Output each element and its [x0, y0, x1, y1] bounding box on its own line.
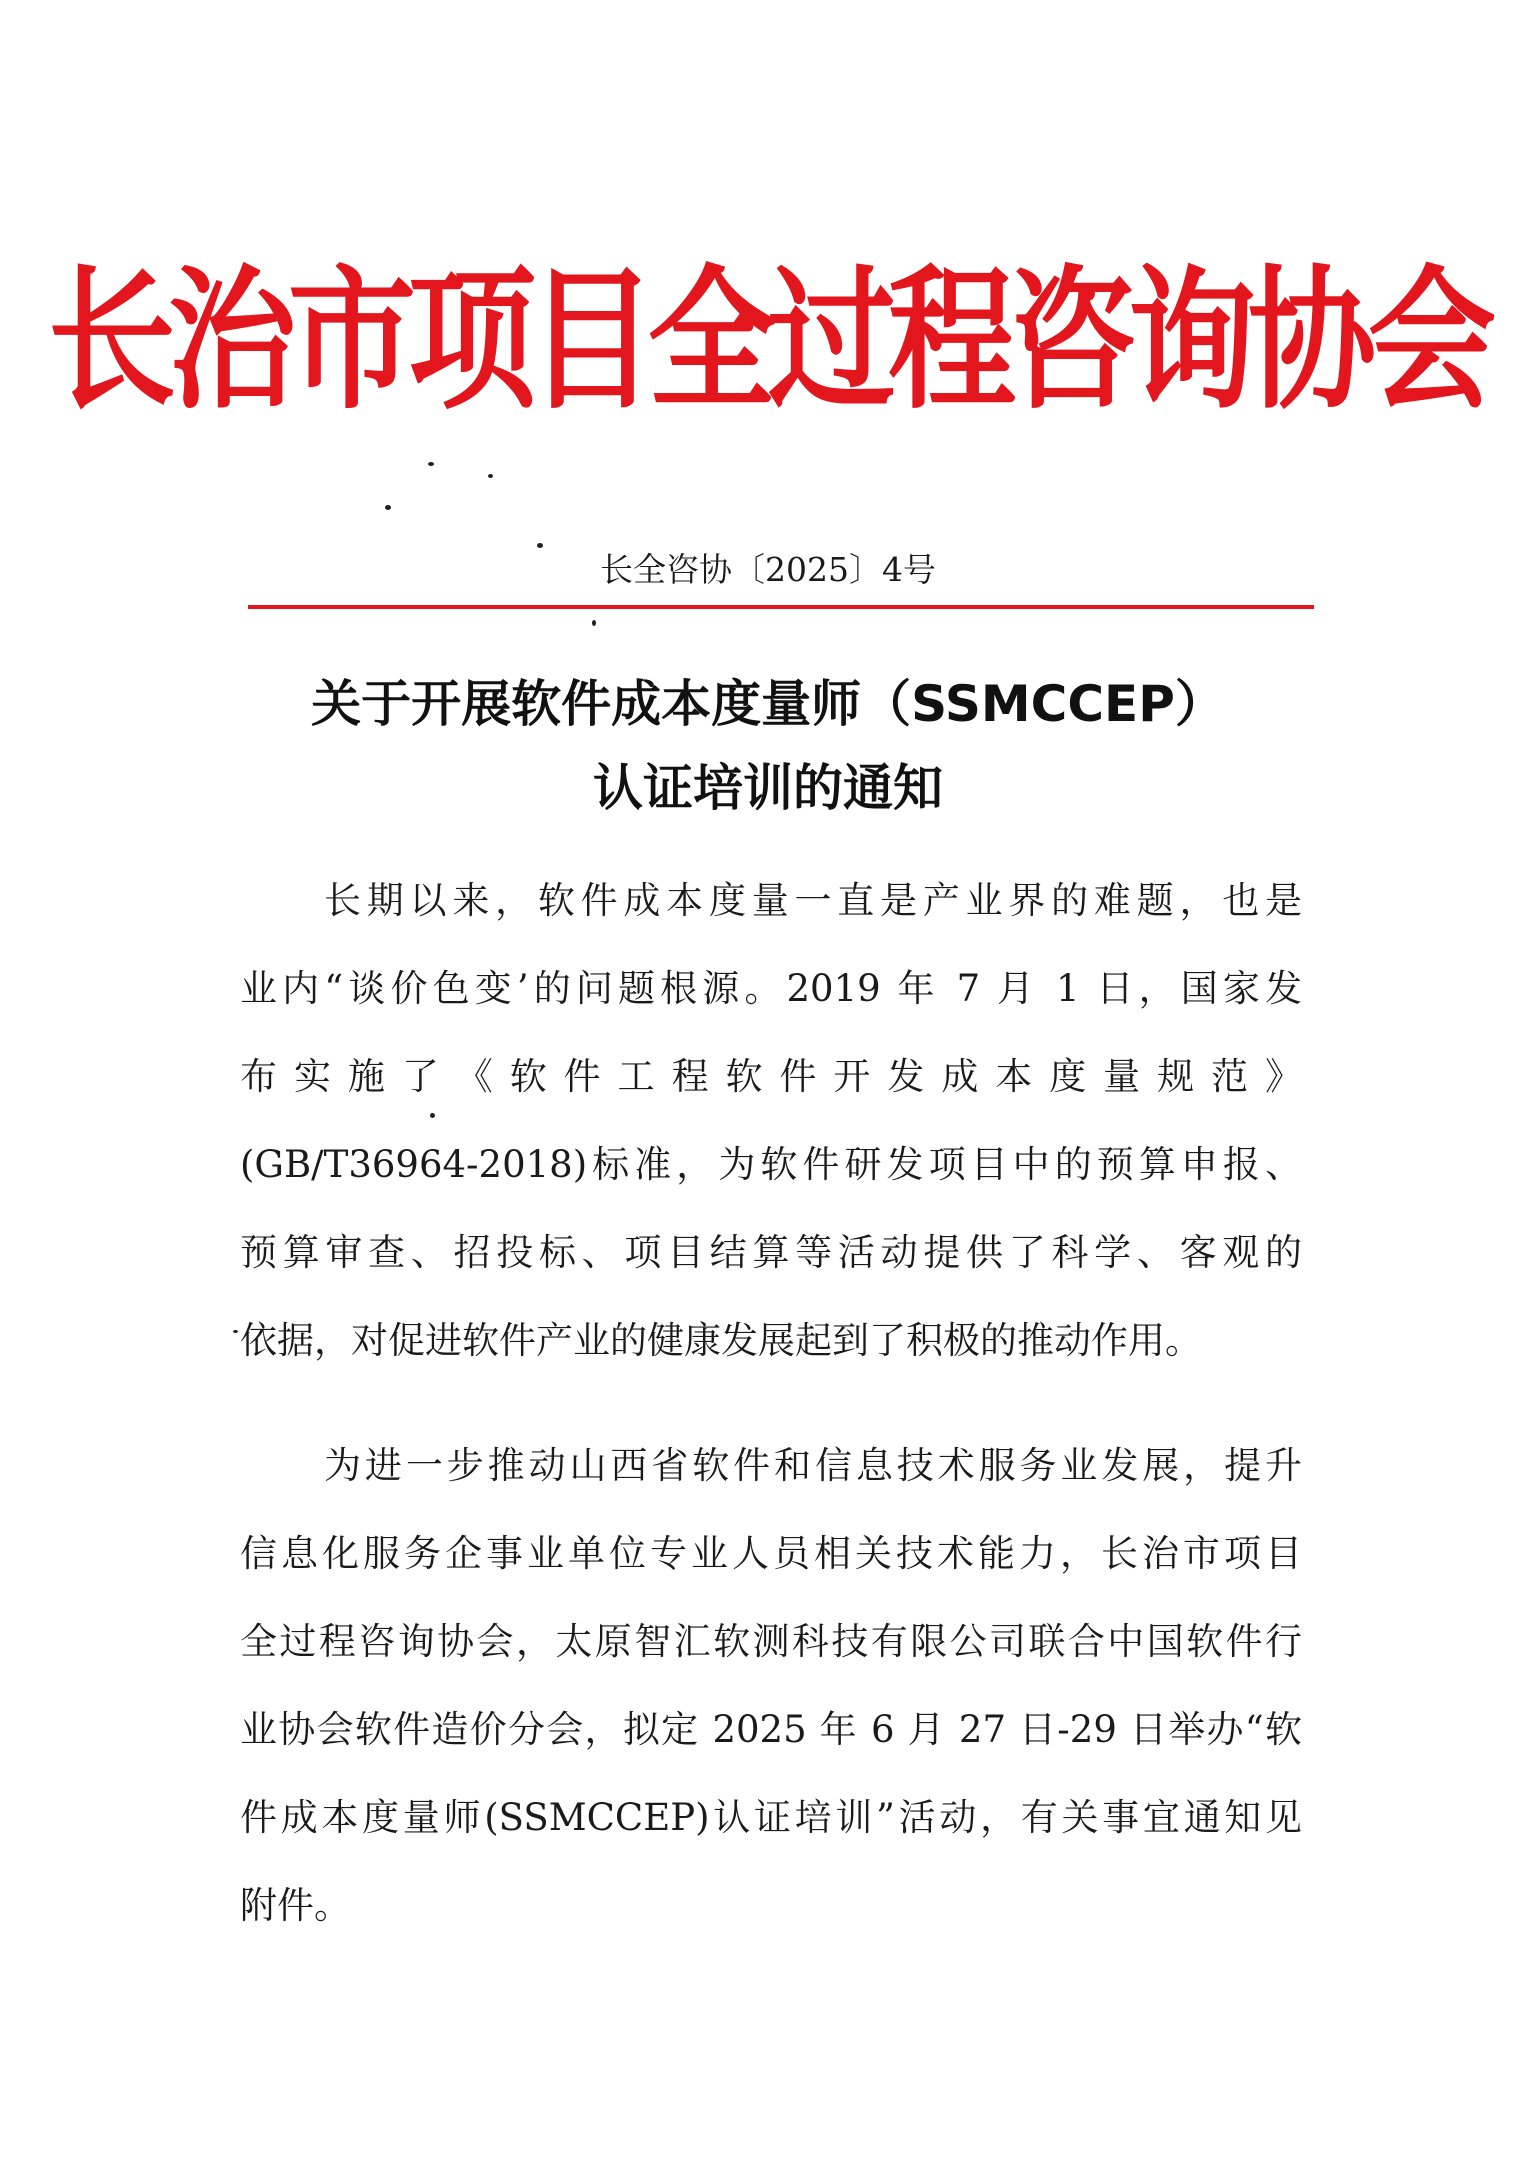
notice-title-line-2: 认证培训的通知	[593, 759, 943, 817]
paragraph-line: 附件。	[240, 1884, 351, 1927]
paragraph-line: 依据，对促进软件产业的健康发展起到了积极的推动作用。	[240, 1319, 1202, 1362]
paragraph-line: 信息化服务企事业单位专业人员相关技术能力，长治市项目	[240, 1532, 1302, 1575]
paragraph-line: 业内“谈价色变’的问题根源。2019 年 7 月 1 日，国家发	[240, 967, 1302, 1010]
paragraph-line: 长期以来，软件成本度量一直是产业界的难题，也是	[324, 879, 1302, 922]
scan-speck	[430, 1113, 435, 1118]
scan-speck	[537, 543, 543, 548]
paragraph-line: 布实施了《软件工程软件开发成本度量规范》	[240, 1055, 1302, 1098]
scan-speck	[233, 1330, 238, 1333]
paragraph-line: 业协会软件造价分会，拟定 2025 年 6 月 27 日-29 日举办“软	[240, 1708, 1302, 1751]
paragraph-line: 为进一步推动山西省软件和信息技术服务业发展，提升	[324, 1444, 1302, 1487]
scan-speck	[428, 462, 434, 466]
body-paragraph-1	[240, 857, 1302, 1385]
organization-letterhead: 长治市项目全过程咨询协会	[47, 252, 1488, 431]
red-divider-rule	[248, 605, 1314, 609]
paragraph-line: (GB/T36964-2018)标准，为软件研发项目中的预算申报、	[240, 1143, 1302, 1186]
notice-title	[0, 662, 1536, 830]
notice-title-line-1: 关于开展软件成本度量师（SSMCCEP）	[311, 675, 1225, 733]
body-paragraph-2	[240, 1422, 1302, 1950]
document-number: 长全咨协〔2025〕4号	[600, 550, 936, 589]
paragraph-line: 全过程咨询协会，太原智汇软测科技有限公司联合中国软件行	[240, 1620, 1302, 1663]
paragraph-line: 预算审查、招投标、项目结算等活动提供了科学、客观的	[240, 1231, 1302, 1274]
scan-speck	[488, 474, 493, 478]
scan-speck	[385, 505, 391, 510]
scan-speck	[592, 620, 596, 626]
paragraph-line: 件成本度量师(SSMCCEP)认证培训”活动，有关事宜通知见	[240, 1796, 1302, 1839]
